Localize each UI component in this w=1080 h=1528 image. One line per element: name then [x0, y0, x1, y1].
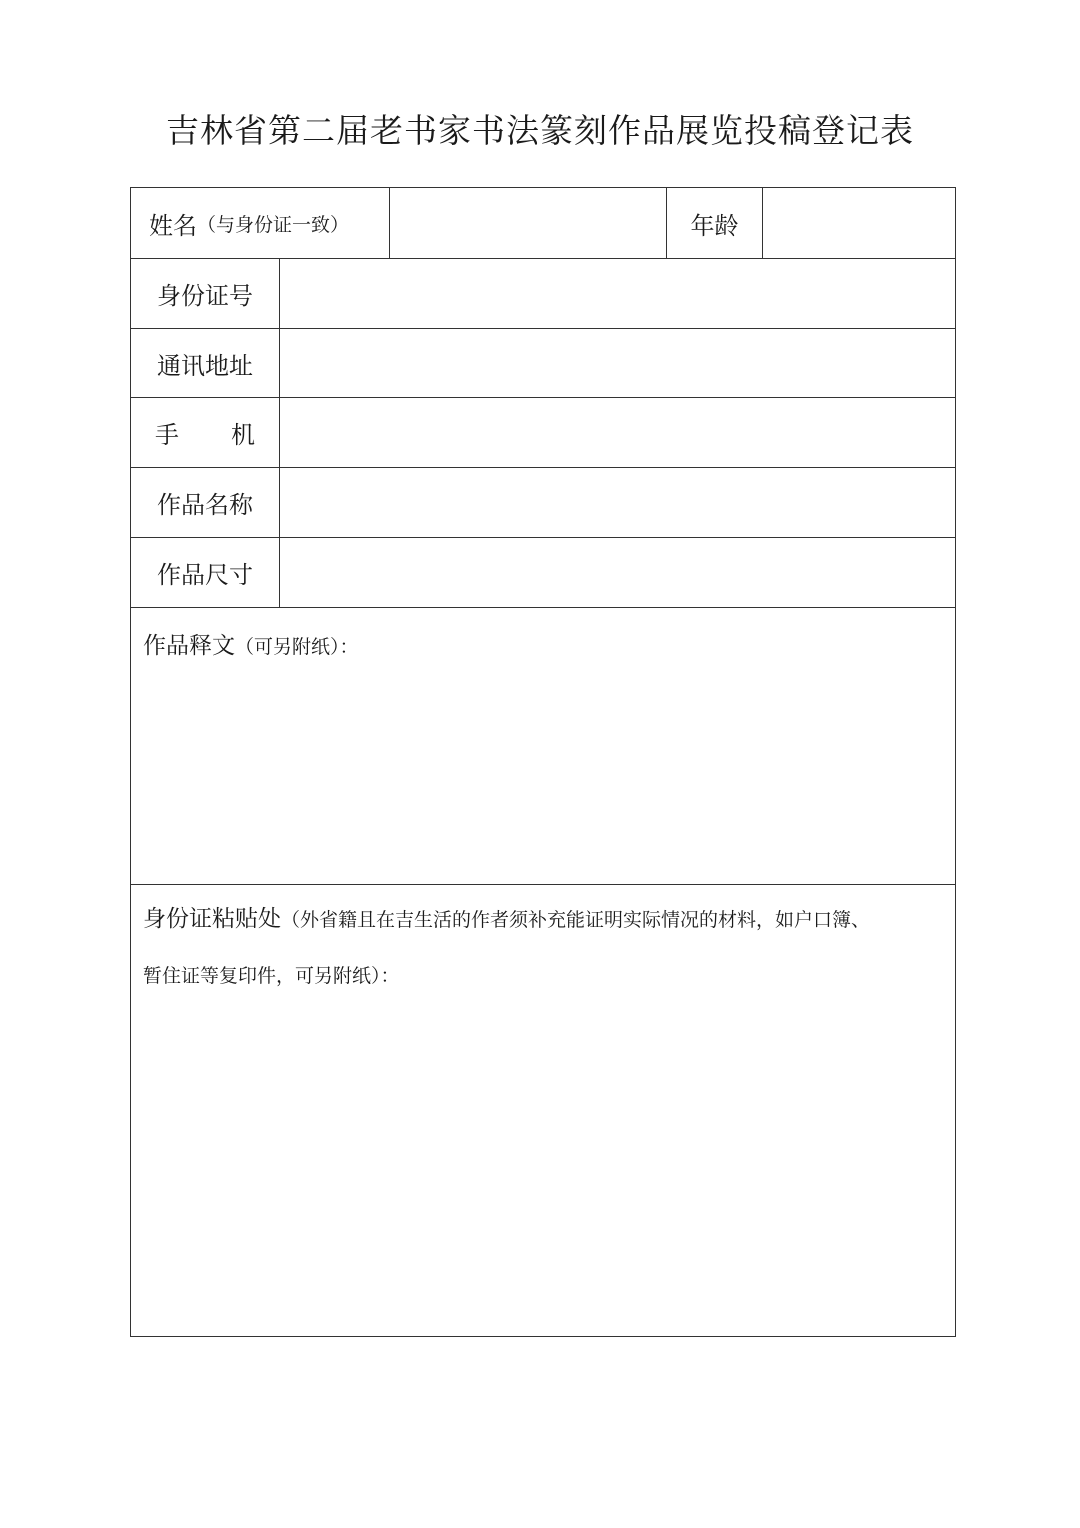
age-label-cell — [666, 188, 762, 258]
name-note: （与身份证一致） — [197, 213, 350, 236]
caption-note: （可另附纸）： — [235, 636, 359, 658]
id-number-row — [131, 259, 955, 329]
work-size-label: 作品尺寸 — [157, 561, 253, 589]
mobile-row — [131, 398, 955, 468]
mobile-label-part-2: 机 — [231, 421, 255, 449]
name-age-row — [131, 188, 955, 259]
id-number-field[interactable] — [279, 259, 955, 328]
id-paste-note-2: 暂住证等复印件，可另附纸）： — [143, 965, 400, 987]
work-title-label-cell — [131, 468, 279, 537]
caption-label: 作品释文 — [143, 633, 235, 659]
work-title-label: 作品名称 — [157, 491, 253, 519]
age-label: 年龄 — [690, 211, 739, 240]
name-field[interactable] — [389, 188, 666, 258]
name-label-cell — [131, 188, 389, 258]
address-field[interactable] — [279, 329, 955, 397]
id-paste-area[interactable] — [131, 885, 955, 1336]
caption-block[interactable] — [131, 608, 955, 885]
id-paste-label: 身份证粘贴处 — [143, 906, 281, 932]
id-paste-text — [143, 893, 949, 1002]
id-paste-line-1 — [143, 893, 949, 946]
work-title-field[interactable] — [279, 468, 955, 537]
mobile-label-part-1: 手 — [155, 421, 179, 449]
mobile-label-cell — [131, 398, 279, 467]
registration-form — [130, 187, 956, 1337]
id-number-label-cell — [131, 259, 279, 328]
age-field[interactable] — [762, 188, 955, 258]
caption-text — [143, 620, 949, 673]
address-row — [131, 329, 955, 398]
id-paste-note-1: （外省籍且在吉生活的作者须补充能证明实际情况的材料，如户口簿、 — [281, 909, 871, 931]
work-size-field[interactable] — [279, 538, 955, 607]
name-label: 姓名 — [149, 211, 197, 240]
work-title-row — [131, 468, 955, 538]
address-label: 通讯地址 — [157, 351, 253, 380]
work-size-label-cell — [131, 538, 279, 607]
form-title: 吉林省第二届老书家书法篆刻作品展览投稿登记表 — [166, 111, 914, 150]
address-label-cell — [131, 329, 279, 397]
mobile-field[interactable] — [279, 398, 955, 467]
work-size-row — [131, 538, 955, 608]
id-number-label: 身份证号 — [157, 282, 253, 310]
